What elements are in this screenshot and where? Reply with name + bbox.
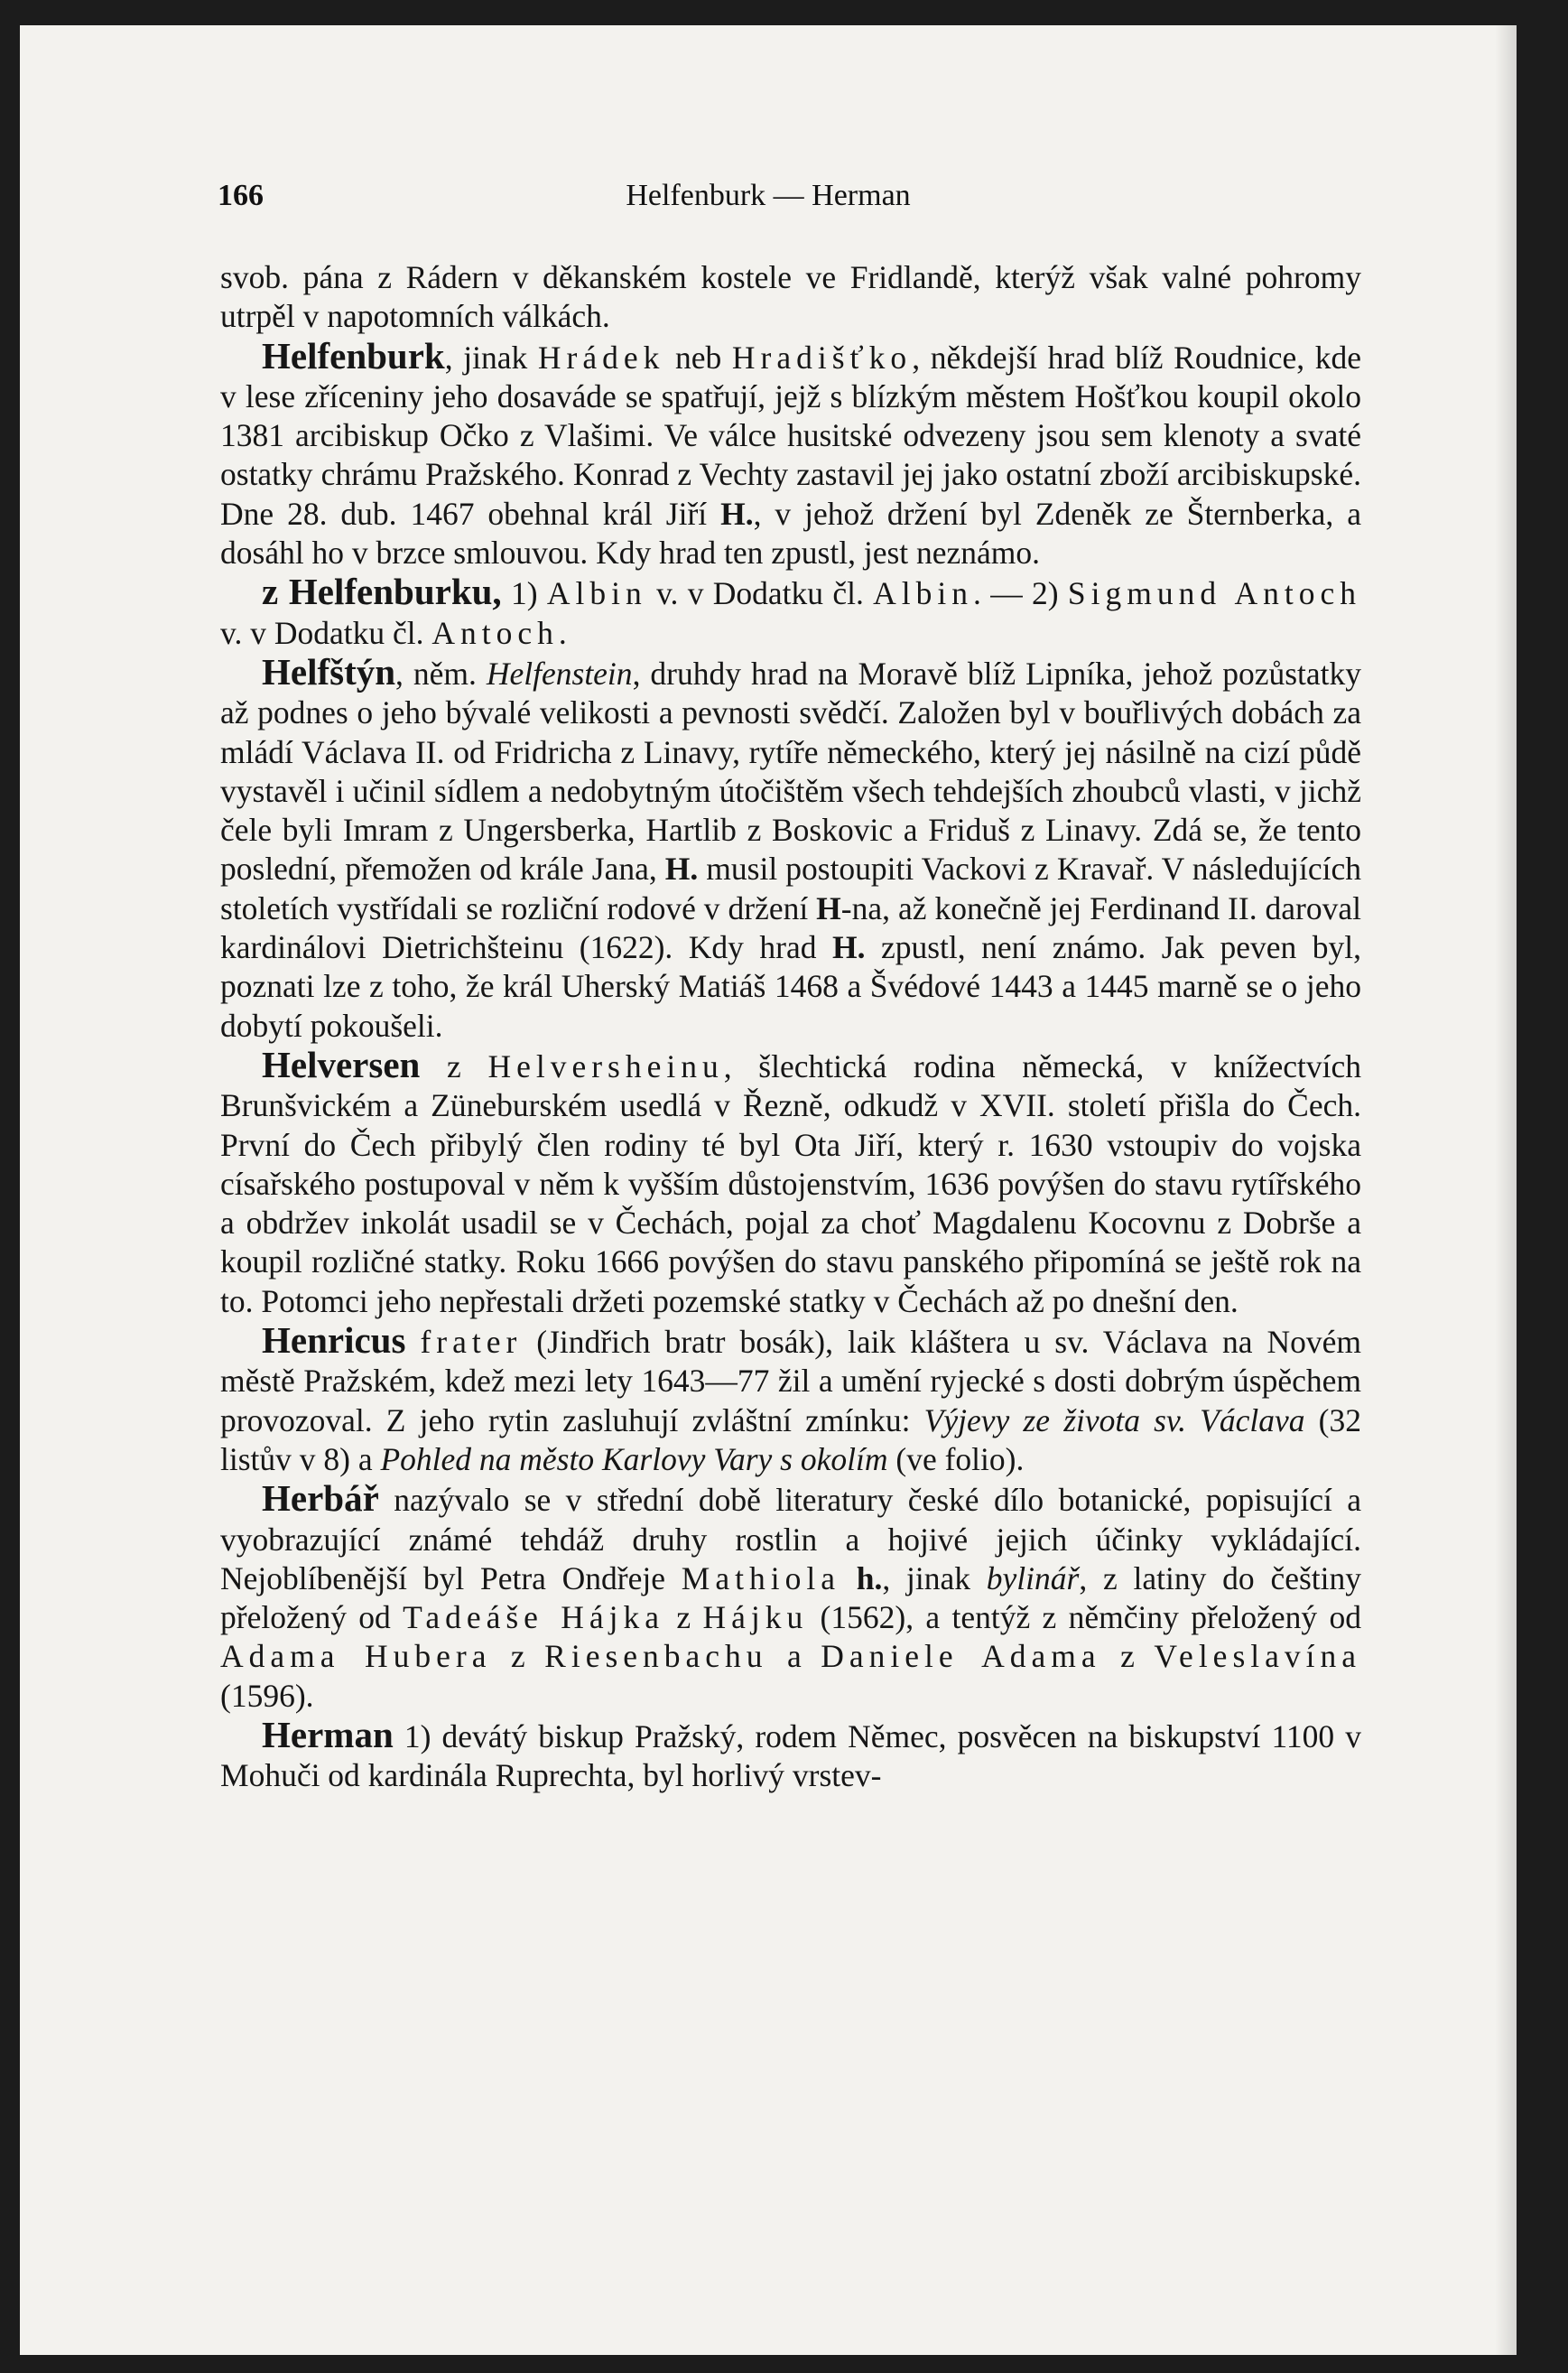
- text-run: (Jindřich bratr bosák), laik kláštera u sv. Václava na Novém městě Pražském, kdež mezi lety 1643—77 žil a umění ryjecké s dosti dobrým úspěchem provozoval. Z jeho rytin zasluhují zvláštní zmínku:: [220, 1324, 1362, 1438]
- text-run: frater: [420, 1324, 523, 1361]
- text-run: (1596).: [220, 1677, 314, 1714]
- text-run: , něm.: [395, 655, 487, 692]
- text-run: , druhdy hrad na Moravě blíž Lipníka, jehož pozůstatky až podnes o jeho bývalé velikosti a pevnosti svědčí. Založen byl v bouřlivých dobách za mládí Václava II. od Fridricha z Linavy, rytíře německého, který jej násilně na cizí půdě vystavěl i učinil sídlem a nedobytným útočištěm všech tehdejších zhoubců vlasti, v jichž čele byli Imram z Ungersberka, Hartlib z Boskovic a Friduš z Linavy. Zdá se, že tento poslední, přemožen od krále Jana,: [220, 655, 1362, 888]
- text-run: , někdejší hrad blíž Roudnice, kde v lese zříceniny jeho dosaváde se spatřují, jejž s blízkým městem Hošťkou koupil okolo 1381 arcibiskup Očko z Vlašimi. Ve válce husitské odvezeny jsou sem klenoty a svaté ostatky chrámu Pražského. Konrad z Vechty zastavil jej jako ostatní zboží arcibiskupské. Dne 28. dub. 1467 obehnal král Jiří: [220, 339, 1361, 532]
- text-run: -na, až konečně jej Ferdinand II. daroval kardinálovi Dietrichšteinu (1622). Kdy hrad: [220, 889, 1361, 966]
- entry-z-helfenburku: [220, 572, 1361, 653]
- entry-herman: [220, 1713, 1361, 1796]
- encyclopedia-text: [220, 258, 1361, 1796]
- text-run: nazývalo se v střední době literatury české dílo botanické, popisující a vyobrazující známé tehdáž druhy rostlin a hojivé jejich účinky vykládající. Nejoblíbenější byl Petra Ondřeje: [220, 1482, 1361, 1596]
- headword: Helfštýn: [262, 650, 396, 693]
- text-run: Hájku: [702, 1599, 809, 1636]
- text-run: Adama Hubera: [220, 1638, 492, 1675]
- text-run: Tadeáše Hájka: [403, 1599, 665, 1636]
- entry-henricus: [220, 1321, 1361, 1479]
- text-run: (ve folio).: [887, 1440, 1025, 1477]
- text-run: (32 listův v 8) a: [220, 1401, 1361, 1477]
- text-run: zpustl, není známo. Jak peven byl, poznati lze z toho, že král Uherský Matiáš 1468 a Švédové 1443 a 1445 marně se o jeho dobytí pokoušeli.: [220, 929, 1361, 1044]
- text-run: H.: [831, 929, 866, 966]
- headword: Helversen: [262, 1043, 421, 1085]
- text-run: , v jehož držení byl Zdeněk ze Šternberka, a dosáhl ho v brzce smlouvou. Kdy hrad ten zpustl, jest neznámo.: [220, 495, 1361, 572]
- text-run: bylinář: [986, 1559, 1080, 1596]
- text-run: Helfenstein: [486, 655, 633, 692]
- text-run: Sigmund Antoch: [1067, 575, 1362, 612]
- text-run: Albin: [873, 575, 974, 612]
- text-run: svob. pána z Rádern v děkanském kostele ve Fridlandě, kterýž však valné pohromy utrpěl v napotomních válkách.: [220, 259, 1361, 335]
- text-run: H.: [664, 851, 699, 888]
- text-run: Pohled na město Karlovy Vary s okolím: [380, 1440, 888, 1477]
- page-number: 166: [218, 179, 264, 212]
- text-run: h.: [856, 1559, 883, 1596]
- text-run: , z latiny do češtiny přeložený od: [220, 1559, 1361, 1636]
- text-run: H: [816, 889, 841, 926]
- text-run: , jinak: [444, 339, 538, 376]
- text-run: z: [420, 1047, 488, 1084]
- text-run: z: [1100, 1638, 1155, 1675]
- text-run: 1) devátý biskup Pražský, rodem Němec, posvěcen na biskupství 1100 v Mohuči od kardinála Ruprechta, byl horlivý vrstev-: [220, 1717, 1361, 1794]
- headword: Henricus: [262, 1319, 406, 1362]
- page-edge-shadow: [1495, 25, 1517, 2355]
- text-run: Mathiola: [681, 1559, 840, 1596]
- text-run: [405, 1324, 420, 1360]
- text-run: , jinak: [882, 1559, 987, 1596]
- text-run: Albin: [546, 575, 647, 612]
- headword: z Helfenburku,: [262, 571, 502, 613]
- entry-helversen: [220, 1043, 1361, 1321]
- text-run: Daniele Adama: [821, 1638, 1101, 1675]
- text-run: (1562), a tentýž z němčiny přeložený od: [808, 1599, 1361, 1636]
- text-run: v. v Dodatku čl.: [220, 614, 432, 651]
- entry-continuation: [220, 258, 1361, 337]
- text-run: z: [491, 1638, 545, 1675]
- text-run: , šlechtická rodina německá, v knížectvích Brunšvickém a Züneburském usedlá v Řezně, odkudž v XVII. století přišla do Čech. První do Čech přibylý člen rodiny té byl Ota Jiří, který r. 1630 vstoupiv do vojska císařského postupoval v něm k vyšším důstojenstvím, 1636 povýšen do stavu rytířského a obdržev inkolát usadil se v Čechách, pojal za choť Magdalenu Kocovnu z Dobrše a koupil rozličné statky. Roku 1666 povýšen do stavu panského připomíná se ještě rok na to. Potomci jeho nepřestali držeti pozemské statky v Čechách až po dnešní den.: [220, 1047, 1361, 1319]
- entry-helfenburk: [220, 334, 1361, 573]
- book-page: [20, 25, 1517, 2355]
- running-title: Helfenburk — Herman: [626, 179, 911, 212]
- text-run: .: [558, 614, 567, 651]
- running-head: [20, 161, 1517, 215]
- text-run: Antoch: [431, 614, 559, 651]
- text-run: 1): [501, 575, 547, 612]
- text-run: [840, 1560, 857, 1596]
- text-run: a: [767, 1638, 821, 1675]
- text-run: Helversheinu: [487, 1047, 724, 1084]
- text-run: z: [664, 1599, 703, 1636]
- entry-helfstyn: [220, 650, 1362, 1046]
- text-run: Výjevy ze života sv. Václava: [923, 1401, 1305, 1438]
- entry-herbar: [220, 1479, 1361, 1716]
- text-run: . — 2): [973, 575, 1068, 612]
- text-run: Veleslavína: [1154, 1638, 1361, 1675]
- text-run: neb: [664, 339, 732, 376]
- text-run: Hrádek: [537, 339, 665, 376]
- text-run: musil postoupiti Vackovi z Kravař. V následujících stoletích vystřídali se rozliční rodové v držení: [220, 851, 1362, 926]
- headword: Helfenburk: [262, 334, 445, 377]
- text-run: H.: [720, 495, 754, 532]
- text-run: Hradišťko: [731, 339, 913, 376]
- text-run: Riesenbachu: [544, 1638, 768, 1675]
- headword: Herman: [262, 1713, 394, 1755]
- headword: Herbář: [262, 1477, 379, 1520]
- text-run: v. v Dodatku čl.: [646, 575, 874, 612]
